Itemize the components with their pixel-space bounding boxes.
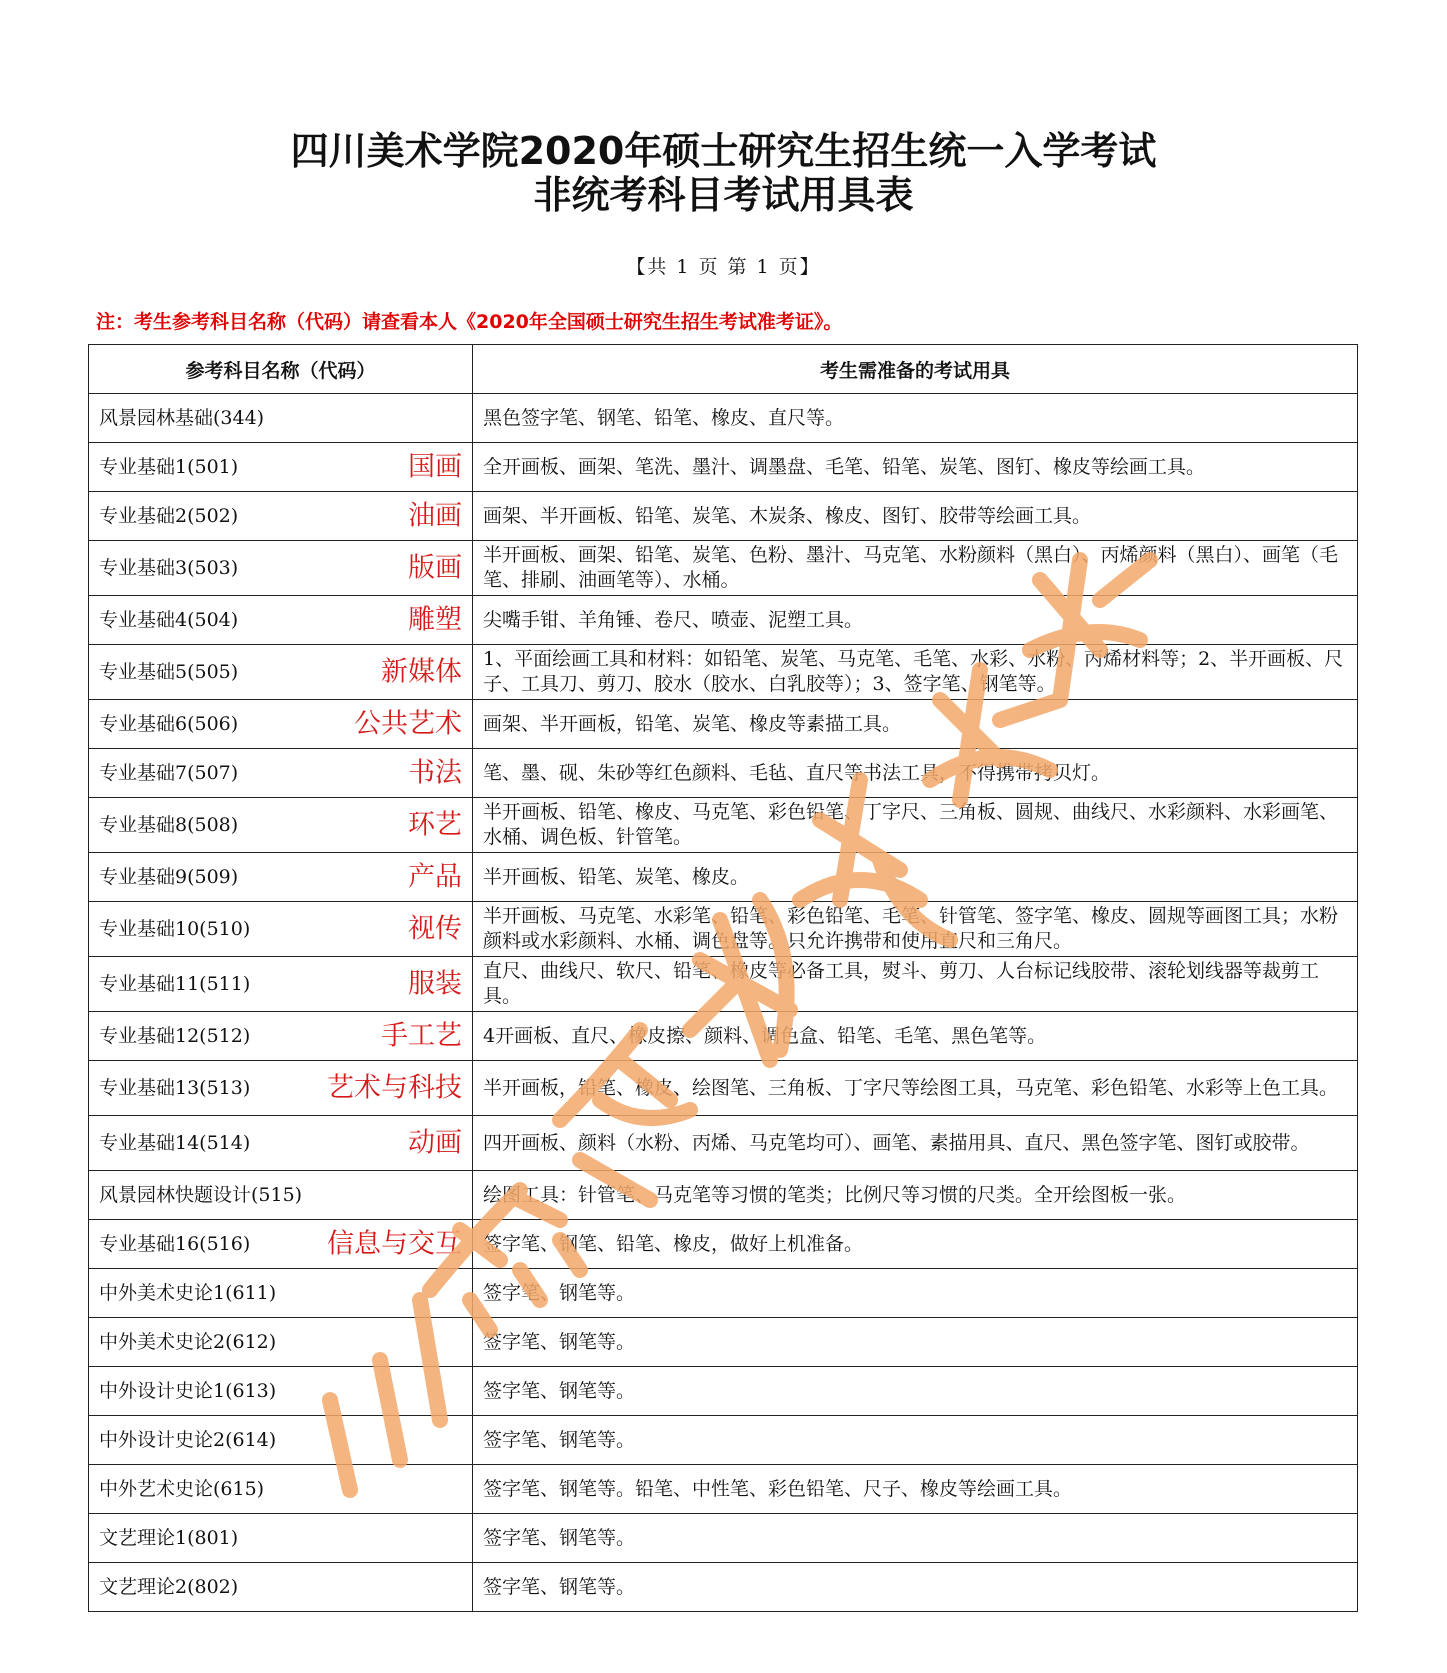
table-row xyxy=(89,1367,1358,1416)
tools-cell: 笔、墨、砚、朱砂等红色颜料、毛毡、直尺等书法工具，不得携带拷贝灯。 xyxy=(473,749,1358,798)
subject-cell xyxy=(89,1269,473,1318)
subject-cell xyxy=(89,1318,473,1367)
subject-name: 专业基础8(508) xyxy=(99,813,239,836)
subject-cell xyxy=(89,1367,473,1416)
subject-name: 中外设计史论1(613) xyxy=(99,1379,277,1402)
subject-cell xyxy=(89,1416,473,1465)
major-tag: 信息与交互 xyxy=(327,1228,462,1260)
subject-cell xyxy=(89,749,473,798)
subject-name: 风景园林快题设计(515) xyxy=(99,1183,303,1206)
table-row xyxy=(89,1220,1358,1269)
subject-cell xyxy=(89,1465,473,1514)
table-row xyxy=(89,902,1358,957)
subject-name: 专业基础4(504) xyxy=(99,608,239,631)
major-tag: 艺术与科技 xyxy=(327,1072,462,1104)
subject-name: 中外艺术史论(615) xyxy=(99,1477,265,1500)
subject-name: 中外美术史论1(611) xyxy=(99,1281,277,1304)
table-row xyxy=(89,1116,1358,1171)
major-tag: 版画 xyxy=(408,552,462,584)
subject-cell xyxy=(89,1514,473,1563)
subject-cell xyxy=(89,798,473,853)
subject-cell xyxy=(89,853,473,902)
subject-cell xyxy=(89,443,473,492)
tools-cell: 四开画板、颜料（水粉、丙烯、马克笔均可）、画笔、素描用具、直尺、黑色签字笔、图钉或胶带。 xyxy=(473,1116,1358,1171)
exam-tools-table xyxy=(88,344,1358,1612)
table-row xyxy=(89,853,1358,902)
tools-cell: 半开画板、铅笔、炭笔、橡皮。 xyxy=(473,853,1358,902)
subject-name: 专业基础12(512) xyxy=(99,1024,251,1047)
subject-name: 专业基础13(513) xyxy=(99,1076,251,1099)
subject-cell xyxy=(89,1563,473,1612)
table-row xyxy=(89,443,1358,492)
tools-cell: 签字笔、钢笔等。 xyxy=(473,1416,1358,1465)
major-tag: 雕塑 xyxy=(408,604,462,636)
subject-cell xyxy=(89,1061,473,1116)
major-tag: 产品 xyxy=(408,861,462,893)
major-tag: 国画 xyxy=(408,451,462,483)
subject-cell xyxy=(89,1116,473,1171)
document-subtitle: 非统考科目考试用具表 xyxy=(533,173,914,217)
subject-name: 中外美术史论2(612) xyxy=(99,1330,277,1353)
subject-name: 专业基础5(505) xyxy=(99,660,239,683)
subject-name: 专业基础7(507) xyxy=(99,761,239,784)
tools-cell: 签字笔、钢笔等。 xyxy=(473,1367,1358,1416)
tools-cell: 半开画板，铅笔、橡皮、绘图笔、三角板、丁字尺等绘图工具，马克笔、彩色铅笔、水彩等上色工具。 xyxy=(473,1061,1358,1116)
subject-name: 专业基础16(516) xyxy=(99,1232,251,1255)
subject-name: 专业基础6(506) xyxy=(99,712,239,735)
subject-cell xyxy=(89,957,473,1012)
subject-cell xyxy=(89,394,473,443)
major-tag: 手工艺 xyxy=(381,1020,462,1052)
table-row xyxy=(89,1514,1358,1563)
table-row xyxy=(89,1171,1358,1220)
subject-name: 专业基础1(501) xyxy=(99,455,239,478)
subject-name: 文艺理论1(801) xyxy=(99,1526,239,1549)
subject-name: 专业基础2(502) xyxy=(99,504,239,527)
table-row xyxy=(89,1318,1358,1367)
subject-cell xyxy=(89,902,473,957)
subject-cell xyxy=(89,492,473,541)
subject-cell xyxy=(89,1171,473,1220)
subject-name: 专业基础10(510) xyxy=(99,917,251,940)
table-row xyxy=(89,1061,1358,1116)
tools-cell: 半开画板、铅笔、橡皮、马克笔、彩色铅笔、丁字尺、三角板、圆规、曲线尺、水彩颜料、水彩画笔、水桶、调色板、针管笔。 xyxy=(473,798,1358,853)
header-subject: 参考科目名称（代码） xyxy=(89,345,473,394)
subject-name: 专业基础3(503) xyxy=(99,556,239,579)
major-tag: 新媒体 xyxy=(381,656,462,688)
subject-cell xyxy=(89,596,473,645)
table-row xyxy=(89,645,1358,700)
major-tag: 油画 xyxy=(408,500,462,532)
subject-name: 专业基础9(509) xyxy=(99,865,239,888)
tools-cell: 签字笔、钢笔、铅笔、橡皮，做好上机准备。 xyxy=(473,1220,1358,1269)
tools-cell: 签字笔、钢笔等。 xyxy=(473,1269,1358,1318)
subject-cell xyxy=(89,541,473,596)
table-row xyxy=(89,700,1358,749)
tools-cell: 签字笔、钢笔等。 xyxy=(473,1563,1358,1612)
table-row xyxy=(89,749,1358,798)
subject-cell xyxy=(89,645,473,700)
table-row xyxy=(89,1563,1358,1612)
tools-cell: 半开画板、画架、铅笔、炭笔、色粉、墨汁、马克笔、水粉颜料（黑白）、丙烯颜料（黑白）、画笔（毛笔、排刷、油画笔等）、水桶。 xyxy=(473,541,1358,596)
subject-name: 文艺理论2(802) xyxy=(99,1575,239,1598)
tools-cell: 半开画板、马克笔、水彩笔、铅笔、彩色铅笔、毛笔、针管笔、签字笔、橡皮、圆规等画图工具；水粉颜料或水彩颜料、水桶、调色盘等。只允许携带和使用直尺和三角尺。 xyxy=(473,902,1358,957)
tools-cell: 1、平面绘画工具和材料：如铅笔、炭笔、马克笔、毛笔、水彩、水粉、丙烯材料等；2、半开画板、尺子、工具刀、剪刀、胶水（胶水、白乳胶等）；3、签字笔、钢笔等。 xyxy=(473,645,1358,700)
tools-cell: 绘图工具：针管笔、马克笔等习惯的笔类；比例尺等习惯的尺类。全开绘图板一张。 xyxy=(473,1171,1358,1220)
header-tools: 考生需准备的考试用具 xyxy=(473,345,1358,394)
subject-name: 专业基础14(514) xyxy=(99,1131,251,1154)
table-row xyxy=(89,1416,1358,1465)
major-tag: 公共艺术 xyxy=(354,708,462,740)
tools-cell: 签字笔、钢笔等。 xyxy=(473,1318,1358,1367)
subject-cell xyxy=(89,1012,473,1061)
table-header-row xyxy=(89,345,1358,394)
table-row xyxy=(89,492,1358,541)
major-tag: 服装 xyxy=(408,968,462,1000)
tools-cell: 签字笔、钢笔等。铅笔、中性笔、彩色铅笔、尺子、橡皮等绘画工具。 xyxy=(473,1465,1358,1514)
subject-cell xyxy=(89,700,473,749)
major-tag: 环艺 xyxy=(408,809,462,841)
tools-cell: 黑色签字笔、钢笔、铅笔、橡皮、直尺等。 xyxy=(473,394,1358,443)
subject-name: 中外设计史论2(614) xyxy=(99,1428,277,1451)
table-row xyxy=(89,541,1358,596)
tools-cell: 4开画板、直尺、橡皮擦、颜料、调色盒、铅笔、毛笔、黑色笔等。 xyxy=(473,1012,1358,1061)
tools-cell: 画架、半开画板，铅笔、炭笔、橡皮等素描工具。 xyxy=(473,700,1358,749)
major-tag: 书法 xyxy=(408,757,462,789)
table-row xyxy=(89,1269,1358,1318)
table-row xyxy=(89,1012,1358,1061)
table-row xyxy=(89,596,1358,645)
major-tag: 视传 xyxy=(408,913,462,945)
document-title: 四川美术学院2020年硕士研究生招生统一入学考试 xyxy=(290,129,1157,173)
subject-cell xyxy=(89,1220,473,1269)
tools-cell: 直尺、曲线尺、软尺、铅笔、橡皮等必备工具，熨斗、剪刀、人台标记线胶带、滚轮划线器等裁剪工具。 xyxy=(473,957,1358,1012)
subject-name: 专业基础11(511) xyxy=(99,972,251,995)
major-tag: 动画 xyxy=(408,1127,462,1159)
table-row xyxy=(89,1465,1358,1514)
tools-cell: 尖嘴手钳、羊角锤、卷尺、喷壶、泥塑工具。 xyxy=(473,596,1358,645)
page-indicator: 【共 1 页 第 1 页】 xyxy=(626,256,821,278)
table-row xyxy=(89,957,1358,1012)
tools-cell: 签字笔、钢笔等。 xyxy=(473,1514,1358,1563)
notice-text: 注：考生参考科目名称（代码）请查看本人《2020年全国硕士研究生招生考试准考证》。 xyxy=(96,311,843,333)
table-row xyxy=(89,394,1358,443)
tools-cell: 全开画板、画架、笔洗、墨汁、调墨盘、毛笔、铅笔、炭笔、图钉、橡皮等绘画工具。 xyxy=(473,443,1358,492)
table-row xyxy=(89,798,1358,853)
subject-name: 风景园林基础(344) xyxy=(99,406,265,429)
tools-cell: 画架、半开画板、铅笔、炭笔、木炭条、橡皮、图钉、胶带等绘画工具。 xyxy=(473,492,1358,541)
